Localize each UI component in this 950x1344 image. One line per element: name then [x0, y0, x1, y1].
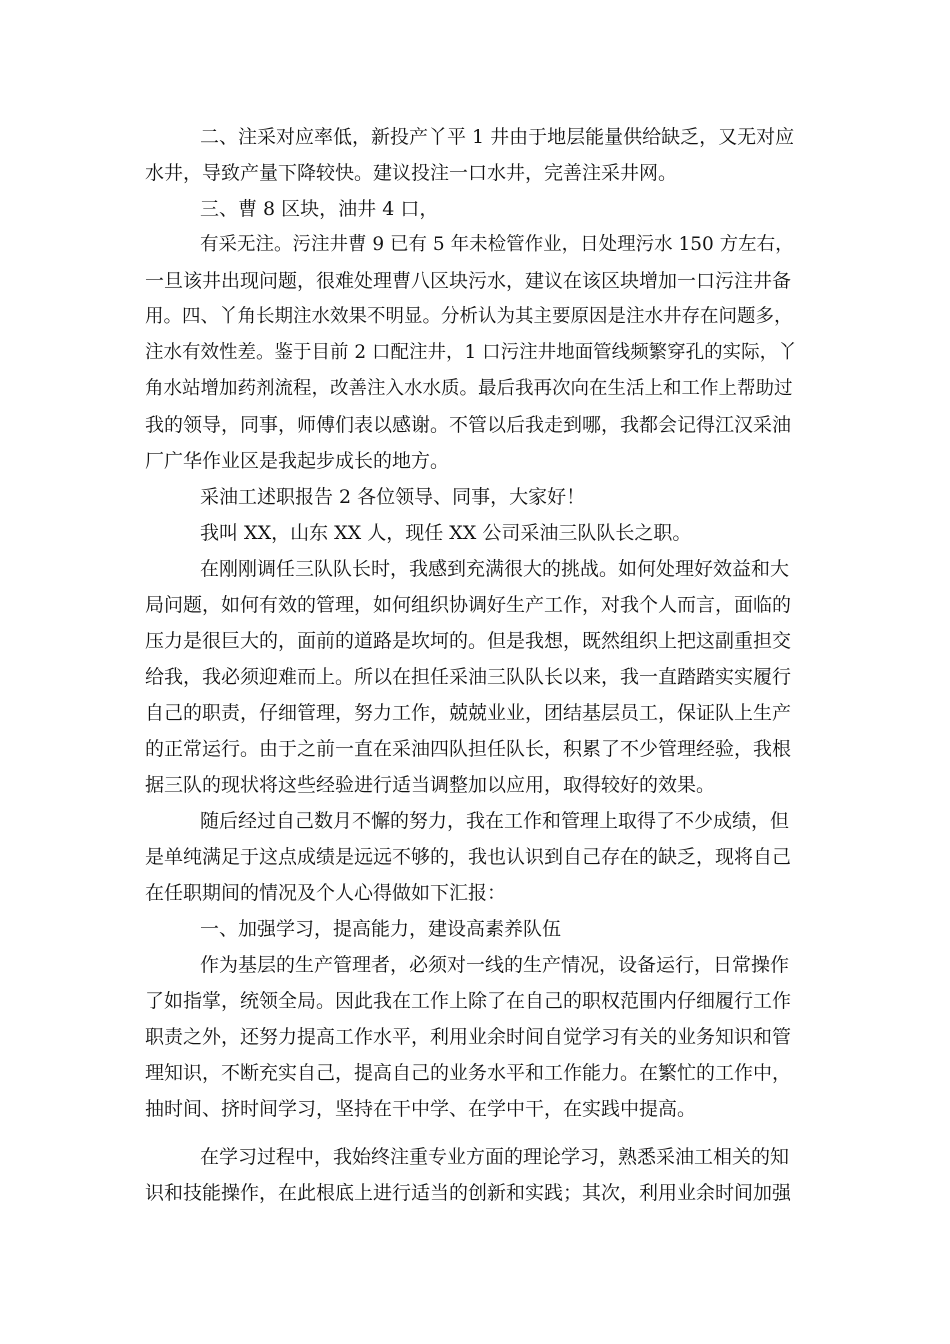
text-line: 在刚刚调任三队队长时，我感到充满很大的挑战。如何处理好效益和大 [200, 558, 790, 580]
text-line: 有采无注。污注井曹 9 已有 5 年未检管作业，日处理污水 150 方左右， [200, 234, 794, 255]
text-line: 随后经过自己数月不懈的努力，我在工作和管理上取得了不少成绩，但 [200, 810, 790, 832]
text-line: 压力是很巨大的，面前的道路是坎坷的。但是我想，既然组织上把这副重担交 [145, 630, 792, 652]
text-line: 据三队的现状将这些经验进行适当调整加以应用，取得较好的效果。 [145, 774, 716, 796]
text-line: 注水有效性差。鉴于目前 2 口配注井，1 口污注井地面管线频繁穿孔的实际，丫 [145, 342, 797, 363]
text-line: 水井，导致产量下降较快。建议投注一口水井，完善注采井网。 [145, 162, 678, 184]
text-line: 用。四、丫角长期注水效果不明显。分析认为其主要原因是注水井存在问题多， [145, 306, 793, 327]
text-line: 厂广华作业区是我起步成长的地方。 [145, 450, 450, 472]
text-line: 局问题，如何有效的管理，如何组织协调好生产工作，对我个人而言，面临的 [145, 594, 792, 616]
text-line: 一旦该井出现问题，很难处理曹八区块污水，建议在该区块增加一口污注井备 [145, 270, 792, 292]
text-line: 作为基层的生产管理者，必须对一线的生产情况，设备运行，日常操作 [200, 954, 790, 976]
text-line: 在学习过程中，我始终注重专业方面的理论学习，熟悉采油工相关的知 [200, 1146, 790, 1168]
text-line: 是单纯满足于这点成绩是远远不够的，我也认识到自己存在的缺乏，现将自己 [145, 846, 792, 868]
text-line: 自己的职责，仔细管理，努力工作，兢兢业业，团结基层员工，保证队上生产 [145, 702, 792, 724]
section-heading: 一、加强学习，提高能力，建设高素养队伍 [200, 918, 562, 940]
text-line: 三、曹 8 区块，油井 4 口， [200, 198, 439, 220]
text-line: 二、注采对应率低，新投产丫平 1 井由于地层能量供给缺乏，又无对应 [200, 126, 795, 148]
section-heading: 采油工述职报告 2 各位领导、同事，大家好！ [200, 486, 586, 508]
text-line: 在任职期间的情况及个人心得做如下汇报： [145, 882, 507, 904]
text-line: 识和技能操作，在此根底上进行适当的创新和实践；其次，利用业余时间加强 [145, 1182, 792, 1204]
text-line: 我的领导，同事，师傅们表以感谢。不管以后我走到哪，我都会记得江汉采油 [145, 414, 792, 436]
text-line: 抽时间、挤时间学习，坚持在干中学、在学中干，在实践中提高。 [145, 1098, 697, 1120]
text-line: 理知识，不断充实自己，提高自己的业务水平和工作能力。在繁忙的工作中， [145, 1062, 792, 1084]
text-line: 的正常运行。由于之前一直在采油四队担任队长，积累了不少管理经验，我根 [145, 738, 792, 760]
text-line: 了如指掌，统领全局。因此我在工作上除了在自己的职权范围内仔细履行工作 [145, 990, 792, 1012]
text-line: 角水站增加药剂流程，改善注入水水质。最后我再次向在生活上和工作上帮助过 [145, 378, 793, 399]
text-line: 我叫 XX，山东 XX 人，现任 XX 公司采油三队队长之职。 [200, 522, 692, 544]
text-line: 给我，我必须迎难而上。所以在担任采油三队队长以来，我一直踏踏实实履行 [145, 666, 792, 688]
text-line: 职责之外，还努力提高工作水平，利用业余时间自觉学习有关的业务知识和管 [145, 1026, 792, 1048]
